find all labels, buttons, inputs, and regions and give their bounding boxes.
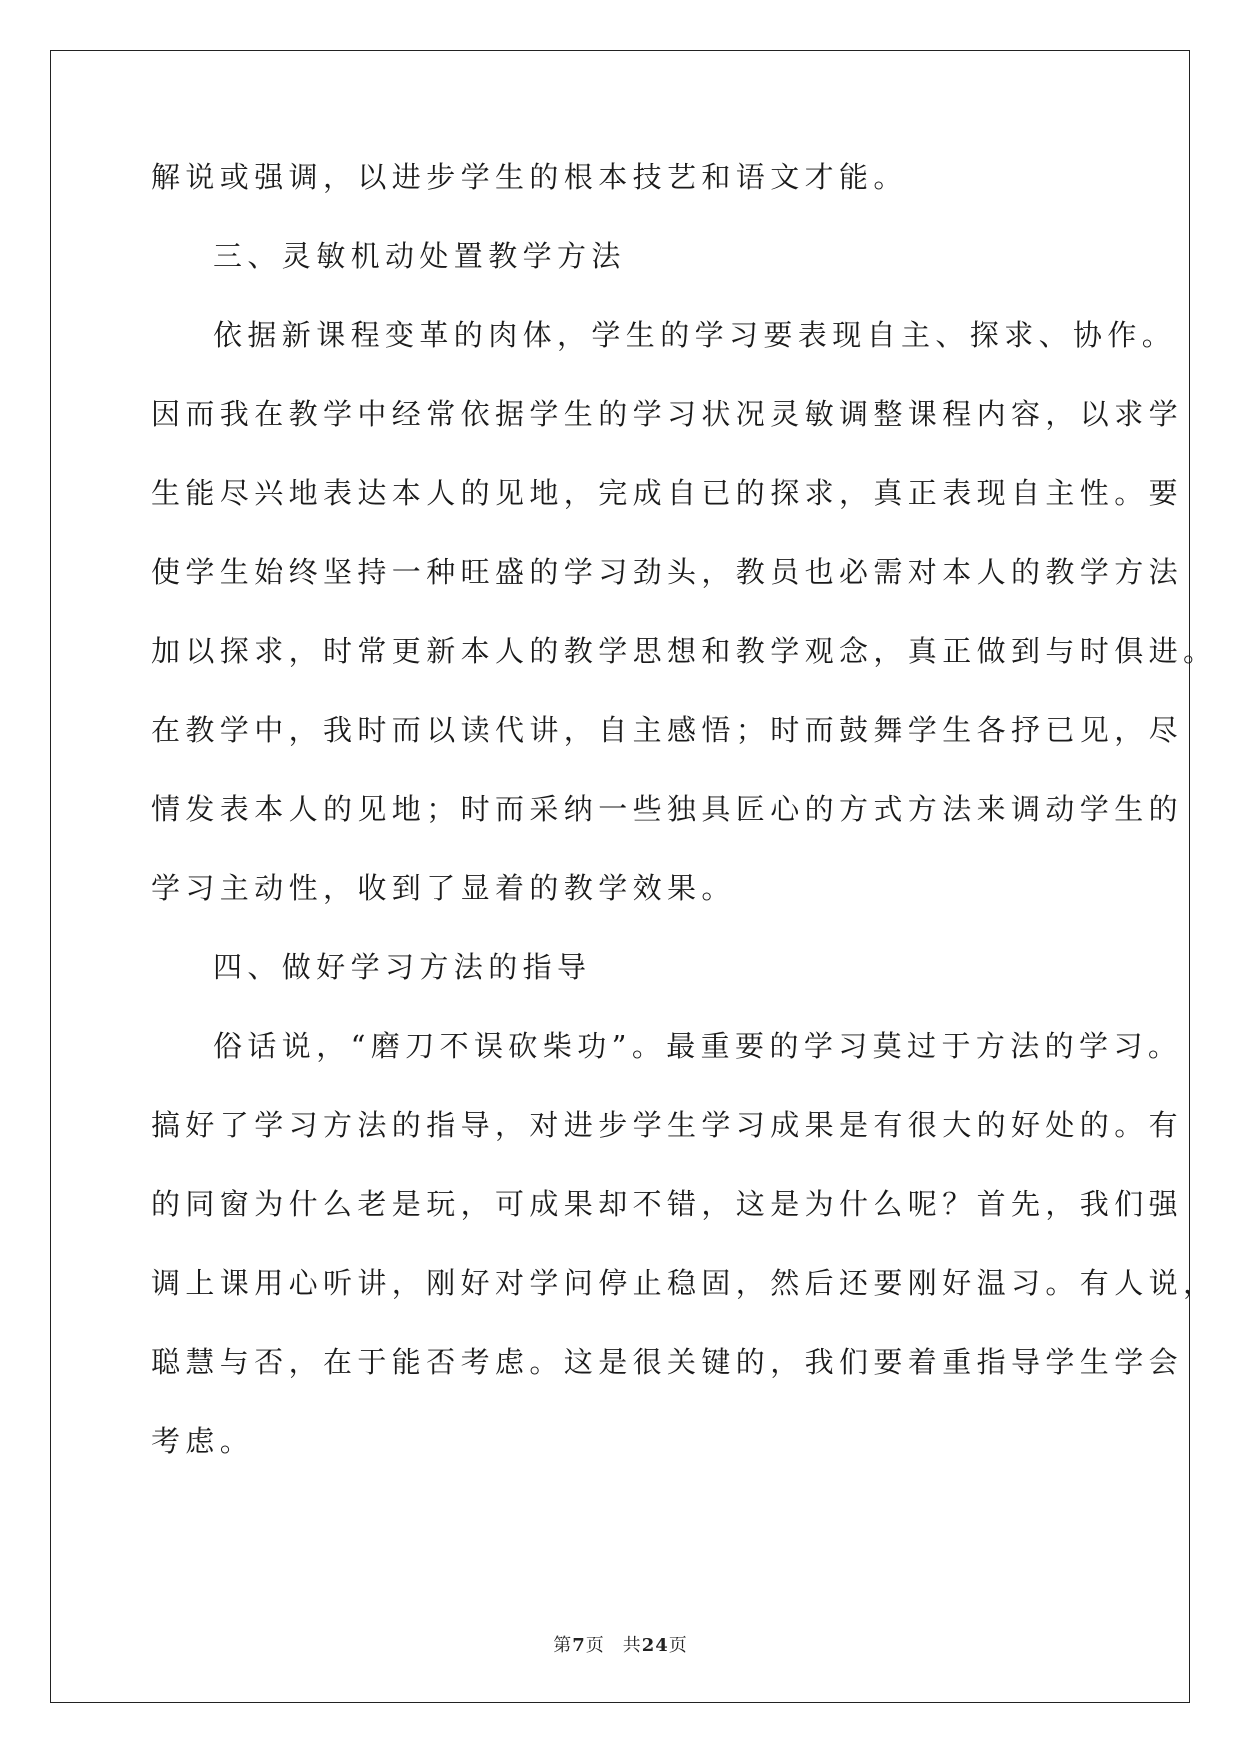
paragraph-line: 加以探求，时常更新本人的教学思想和教学观念，真正做到与时俱进。: [151, 634, 1218, 668]
section-heading: 三、灵敏机动处置教学方法: [213, 239, 626, 273]
footer-page-suffix: 页: [585, 1635, 605, 1656]
footer-total-prefix: 共: [622, 1635, 642, 1656]
paragraph-line: 的同窗为什么老是玩，可成果却不错，这是为什么呢？首先，我们强: [151, 1187, 1184, 1221]
paragraph-line: 考虑。: [151, 1424, 255, 1458]
paragraph-line: 依据新课程变革的肉体，学生的学习要表现自主、探求、协作。: [213, 318, 1177, 352]
paragraph-line: 使学生始终坚持一种旺盛的学习劲头，教员也必需对本人的教学方法: [151, 555, 1184, 589]
paragraph-line: 生能尽兴地表达本人的见地，完成自已的探求，真正表现自主性。要: [151, 476, 1184, 510]
paragraph-line: 俗话说，“磨刀不误砍柴功”。最重要的学习莫过于方法的学习。: [213, 1029, 1183, 1063]
document-body: [151, 160, 1218, 1503]
page-footer: [0, 1631, 1241, 1657]
paragraph-line: 在教学中，我时而以读代讲，自主感悟；时而鼓舞学生各抒已见，尽: [151, 713, 1184, 747]
paragraph-line: 聪慧与否，在于能否考虑。这是很关键的，我们要着重指导学生学会: [151, 1345, 1184, 1379]
text-line: 解说或强调，以进步学生的根本技艺和语文才能。: [151, 160, 908, 194]
paragraph-line: 情发表本人的见地；时而采纳一些独具匠心的方式方法来调动学生的: [151, 792, 1184, 826]
paragraph-line: 因而我在教学中经常依据学生的学习状况灵敏调整课程内容，以求学: [151, 397, 1184, 431]
footer-total-suffix: 页: [668, 1635, 688, 1656]
footer-page-prefix: 第: [553, 1635, 573, 1656]
paragraph-line: 调上课用心听讲，刚好对学问停止稳固，然后还要刚好温习。有人说，: [151, 1266, 1218, 1300]
section-heading: 四、做好学习方法的指导: [213, 950, 592, 984]
paragraph-line: 搞好了学习方法的指导，对进步学生学习成果是有很大的好处的。有: [151, 1108, 1184, 1142]
paragraph-line: 学习主动性，收到了显着的教学效果。: [151, 871, 736, 905]
footer-page-number: 7: [572, 1635, 586, 1656]
footer-total-pages: 24: [641, 1635, 669, 1656]
